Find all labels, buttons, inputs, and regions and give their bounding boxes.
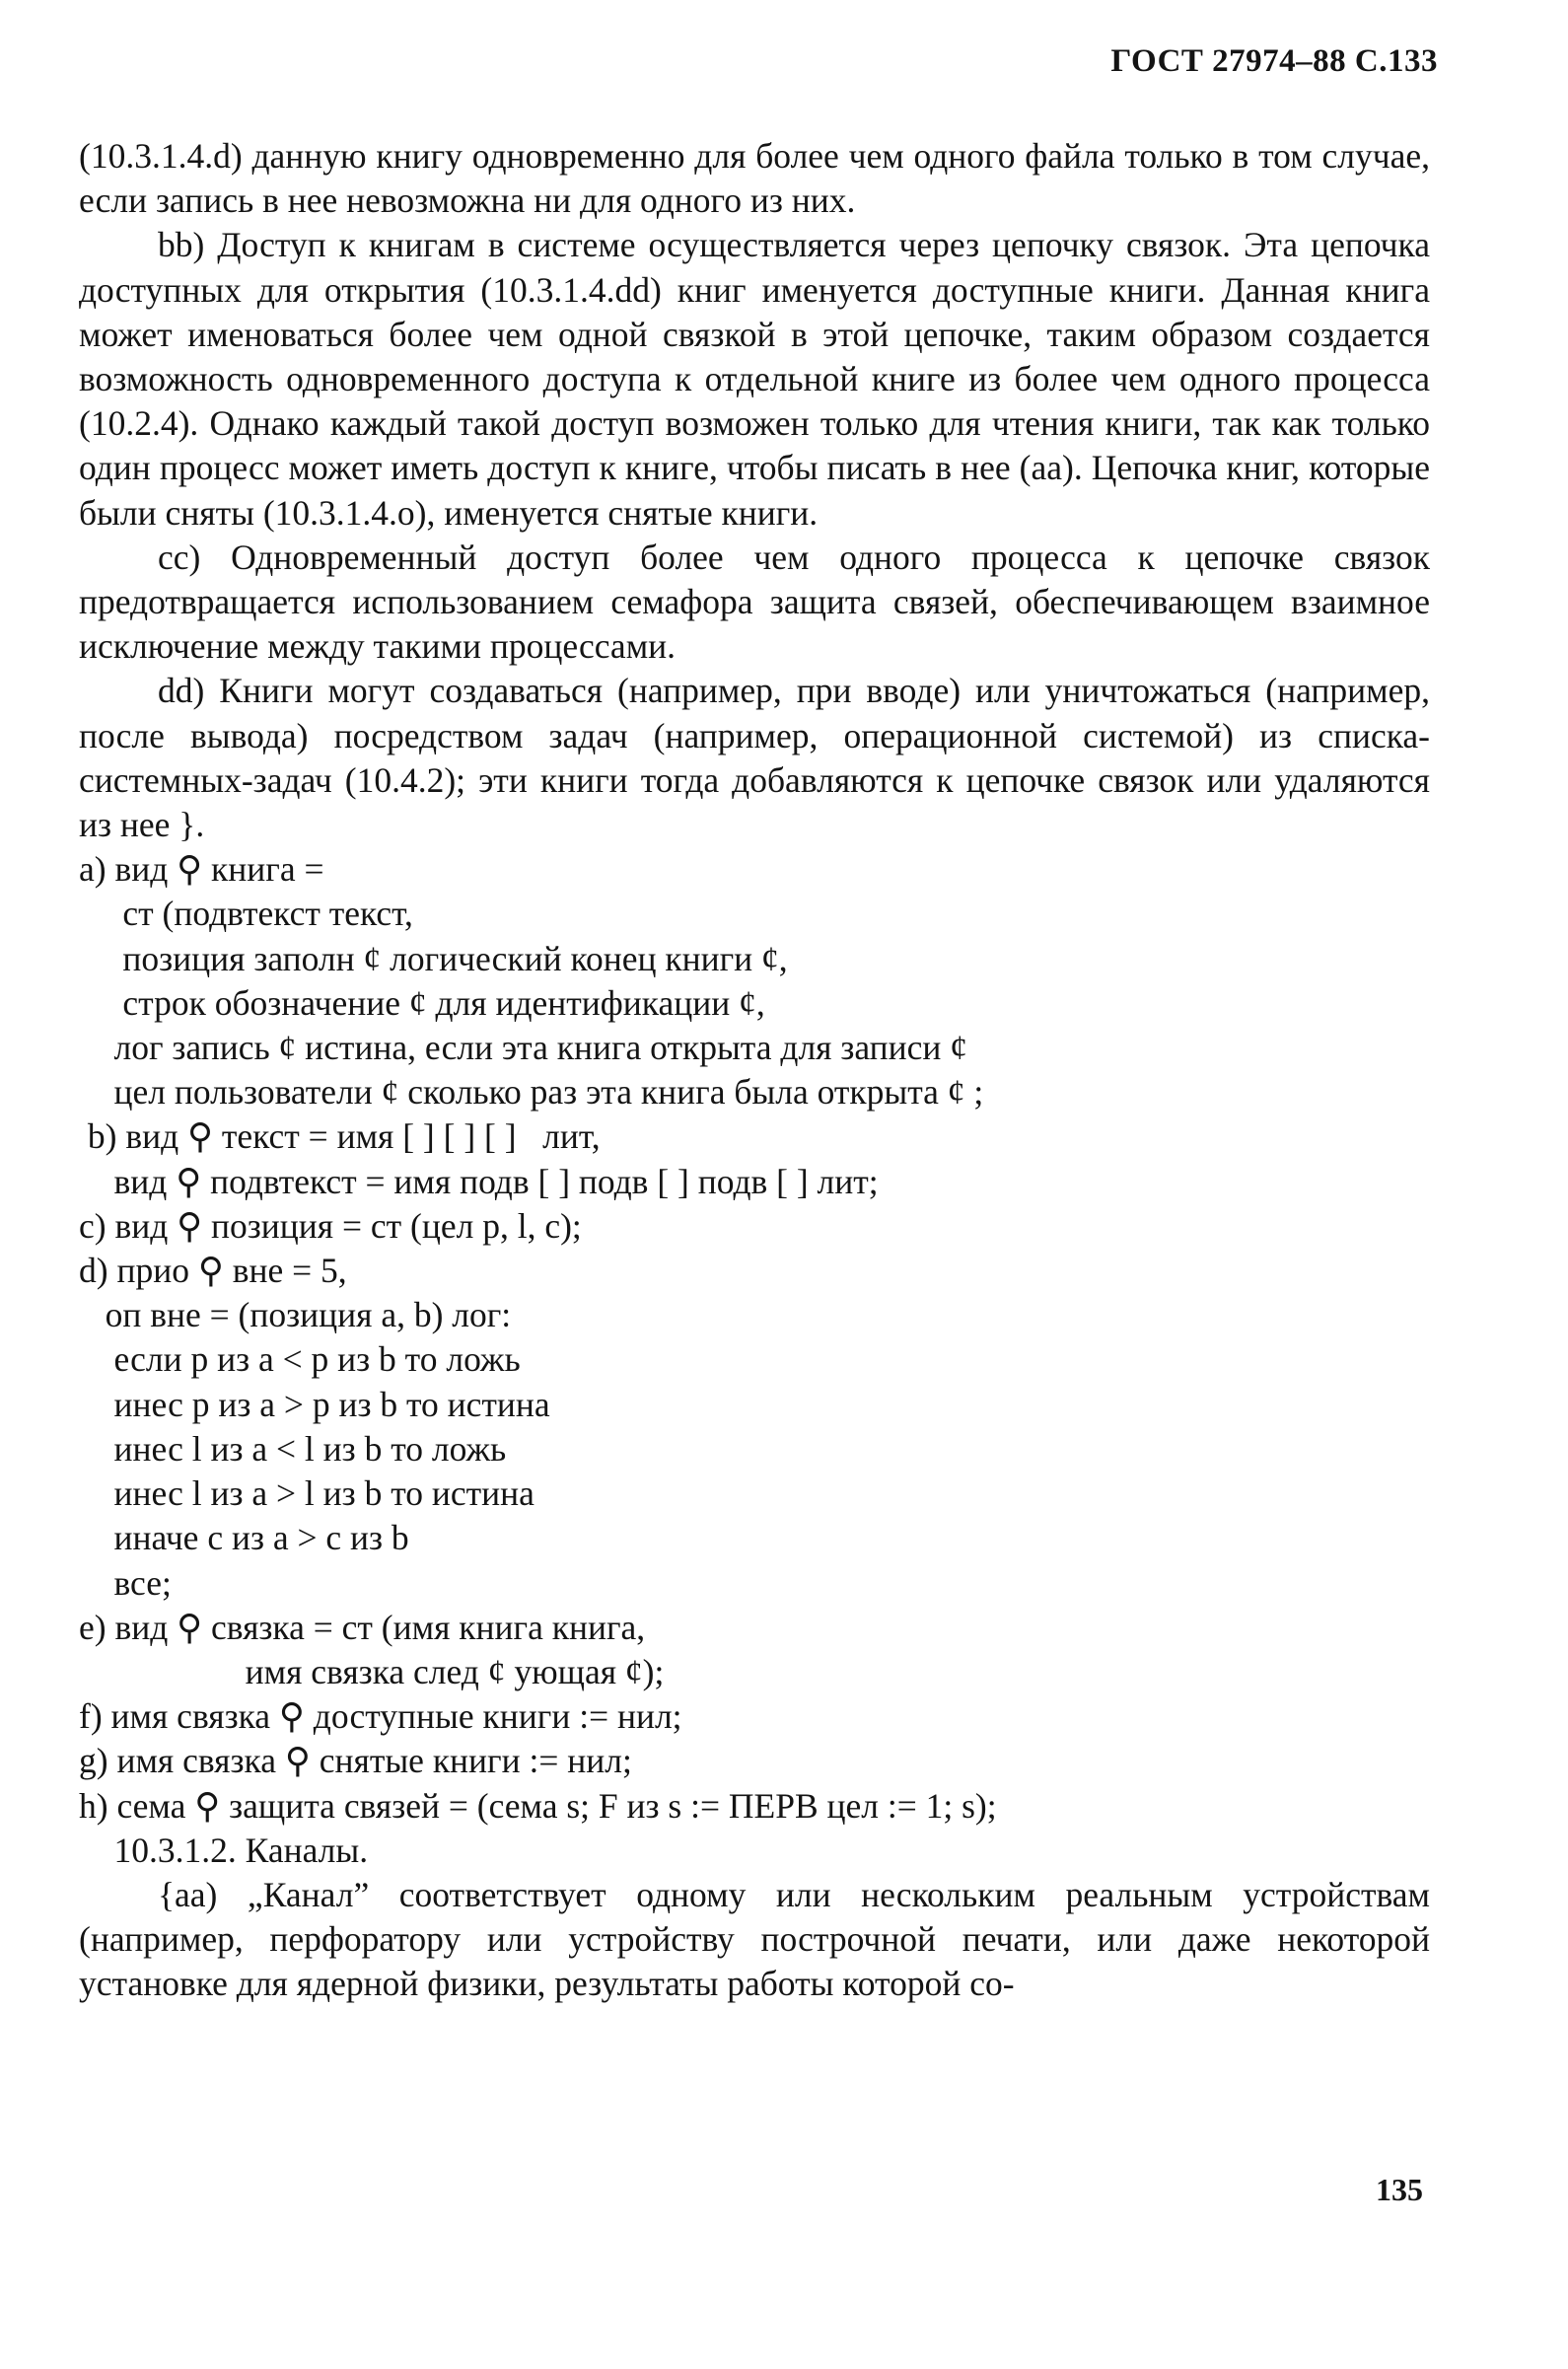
code-line: иначе c из a > c из b [79, 1518, 409, 1558]
code-line: инес l из a < l из b то ложь [79, 1428, 507, 1469]
code-line: инес l из a > l из b то истина [79, 1473, 535, 1514]
code-line: строк обозначение ¢ для идентификации ¢, [79, 982, 765, 1023]
code-line: имя связка след ¢ ующая ¢); [79, 1651, 665, 1691]
paragraph: {aa) „Канал” соответствует одному или нескольким реальным устройствам (например, перфоратору или устройству построчной печати, или даже некоторой установке для ядерной физики, результаты работы которой со- [79, 1874, 1430, 2004]
paragraph: dd) Книги могут создаваться (например, при вводе) или уничтожаться (например, после вывода) посредством задач (например, операционной системой) из списка-системных-задач (10.4.2); эти книги тогда добавляются к цепочке связок или удаляются из нее }. [79, 671, 1430, 845]
code-line: b) вид ⚲ текст = имя [ ] [ ] [ ] лит, [79, 1116, 601, 1157]
paragraph: cc) Одновременный доступ более чем одного процесса к цепочке связок предотвращается использованием семафора защита связей, обеспечивающем взаимное исключение между такими процессами. [79, 537, 1430, 667]
page-header: ГОСТ 27974–88 С.133 [1110, 43, 1438, 79]
paragraph: bb) Доступ к книгам в системе осуществляется через цепочку связок. Эта цепочка доступных для открытия (10.3.1.4.dd) книг именуется доступные книги. Данная книга может именоваться более чем одной связкой в этой цепочке, таким образом создается возможность одновременного доступа к отдельной книге из более чем одного процесса (10.2.4). Однако каждый такой доступ возможен только для чтения книги, так как только один процесс может иметь доступ к книге, чтобы писать в нее (aa). Цепочка книг, которые были сняты (10.3.1.4.o), именуется снятые книги. [79, 225, 1430, 533]
section-heading: 10.3.1.2. Каналы. [79, 1830, 369, 1870]
code-line: g) имя связка ⚲ снятые книги := нил; [79, 1741, 632, 1781]
code-line: позиция заполн ¢ логический конец книги ¢, [79, 938, 788, 978]
code-line: лог запись ¢ истина, если эта книга открыта для записи ¢ [79, 1028, 968, 1068]
body-text [79, 134, 1430, 2007]
code-line: если p из a < p из b то ложь [79, 1339, 521, 1380]
code-line: вид ⚲ подвтекст = имя подв [ ] подв [ ] подв [ ] лит; [79, 1161, 879, 1201]
code-line: h) сема ⚲ защита связей = (сема s; F из s := ПЕРВ цел := 1; s); [79, 1785, 997, 1826]
code-line: d) прио ⚲ вне = 5, [79, 1251, 347, 1291]
page-number: 135 [1376, 2172, 1423, 2207]
code-line: цел пользователи ¢ сколько раз эта книга была открыта ¢ ; [79, 1072, 984, 1113]
code-line: инес p из a > p из b то истина [79, 1384, 550, 1424]
code-line: ст (подвтекст текст, [79, 894, 413, 934]
code-line: все; [79, 1562, 172, 1603]
paragraph: (10.3.1.4.d) данную книгу одновременно для более чем одного файла только в том случае, если запись в нее невозможна ни для одного из них. [79, 136, 1430, 221]
code-line: f) имя связка ⚲ доступные книги := нил; [79, 1696, 682, 1737]
code-line: a) вид ⚲ книга = [79, 849, 324, 890]
code-line: оп вне = (позиция a, b) лог: [79, 1295, 512, 1335]
code-line: e) вид ⚲ связка = ст (имя книга книга, [79, 1607, 646, 1647]
code-line: c) вид ⚲ позиция = ст (цел p, l, c); [79, 1205, 582, 1246]
